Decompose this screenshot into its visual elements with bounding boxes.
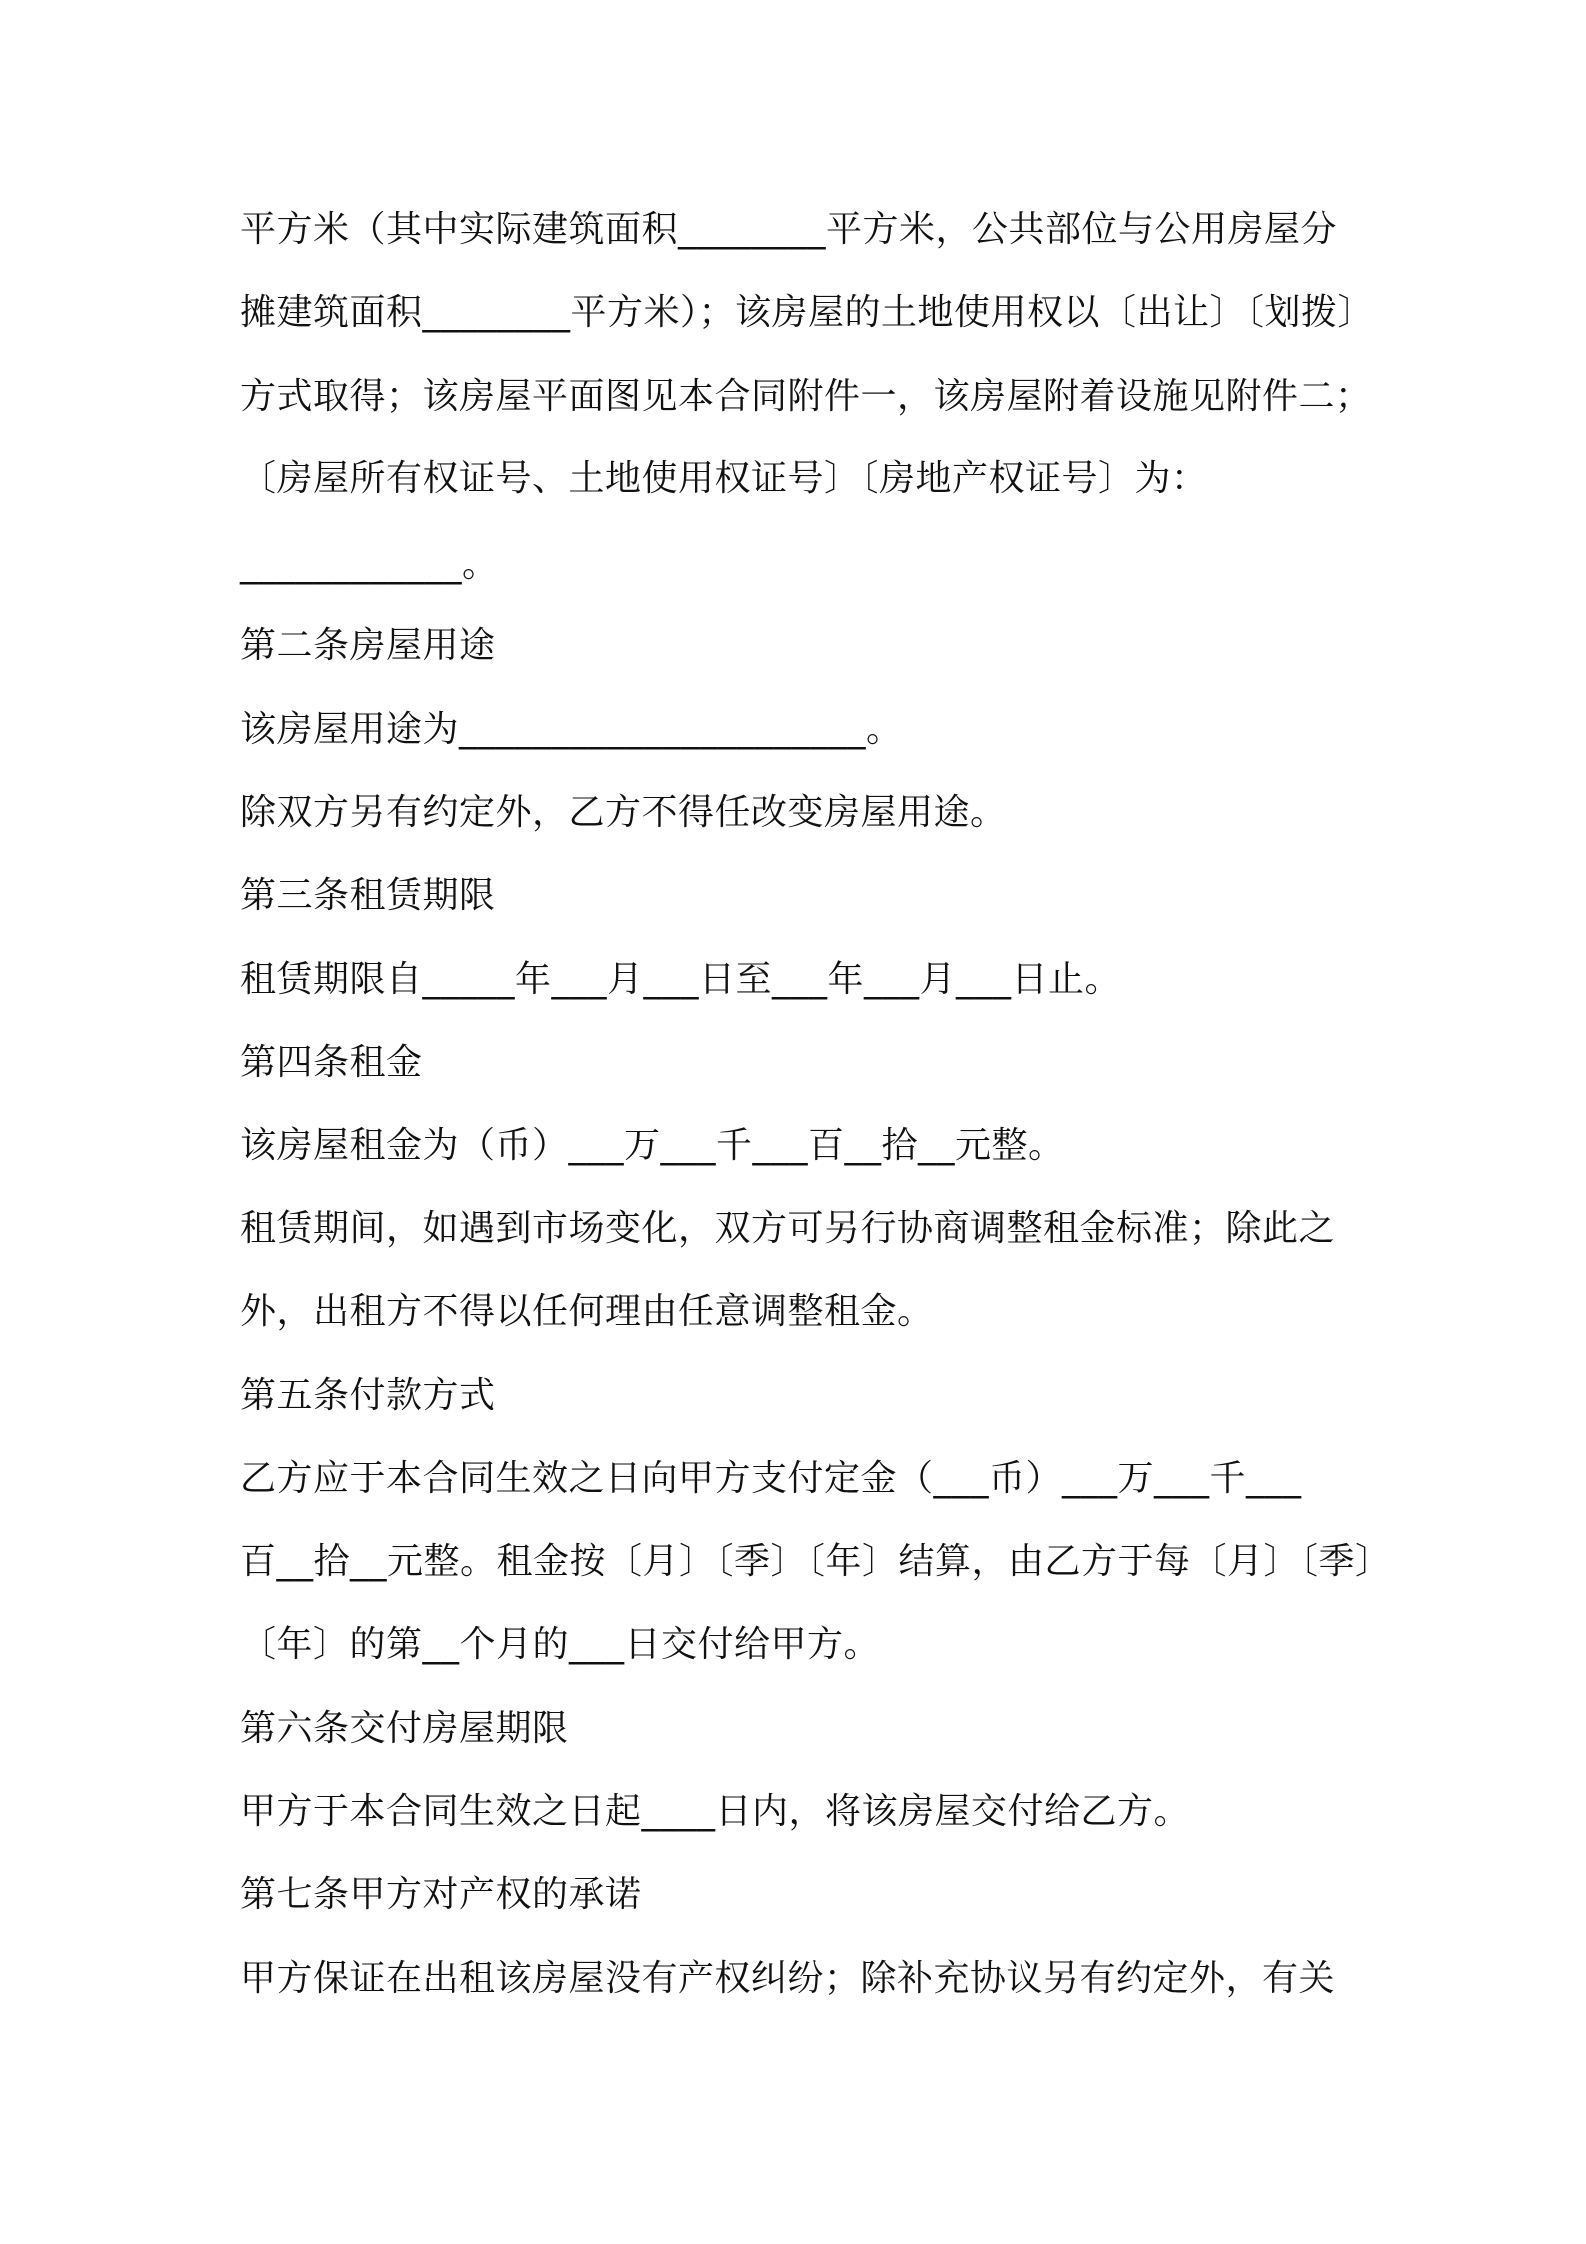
paragraph-line: 该房屋租金为（币）___万___千___百__拾__元整。: [240, 1125, 1065, 1166]
section-heading: 第三条租赁期限: [240, 875, 496, 916]
paragraph-line: 除双方另有约定外，乙方不得任改变房屋用途。: [240, 792, 1007, 833]
paragraph-line: 甲方保证在出租该房屋没有产权纠纷；除补充协议另有约定外，有关: [240, 1958, 1336, 1999]
paragraph-line: 乙方应于本合同生效之日向甲方支付定金（___币）___万___千___: [240, 1458, 1302, 1499]
paragraph-line: 〔房屋所有权证号、土地使用权证号〕〔房地产权证号〕为：: [240, 458, 1208, 499]
section-heading: 第七条甲方对产权的承诺: [240, 1874, 642, 1915]
paragraph-line: 摊建筑面积________平方米）；该房屋的土地使用权以〔出让〕〔划拨〕: [240, 292, 1375, 333]
paragraph-line: 租赁期限自_____年___月___日至___年___月___日止。: [240, 959, 1122, 1000]
section-heading: 第五条付款方式: [240, 1375, 496, 1416]
section-heading: 第六条交付房屋期限: [240, 1708, 569, 1749]
section-heading: 第二条房屋用途: [240, 625, 496, 666]
paragraph-line: ____________。: [240, 544, 499, 585]
paragraph-line: 〔年〕的第__个月的___日交付给甲方。: [240, 1624, 881, 1665]
paragraph-line: 外，出租方不得以任何理由任意调整租金。: [240, 1291, 934, 1332]
paragraph-line: 甲方于本合同生效之日起____日内，将该房屋交付给乙方。: [240, 1791, 1191, 1832]
paragraph-line: 平方米（其中实际建筑面积________平方米，公共部位与公用房屋分: [240, 209, 1338, 250]
paragraph-line: 该房屋用途为______________________。: [240, 709, 903, 750]
paragraph-line: 百__拾__元整。租金按〔月〕〔季〕〔年〕结算，由乙方于每〔月〕〔季〕: [240, 1541, 1392, 1582]
paragraph-line: 租赁期间，如遇到市场变化，双方可另行协商调整租金标准；除此之: [240, 1208, 1336, 1249]
section-heading: 第四条租金: [240, 1042, 423, 1083]
paragraph-line: 方式取得；该房屋平面图见本合同附件一，该房屋附着设施见附件二；: [240, 376, 1372, 417]
